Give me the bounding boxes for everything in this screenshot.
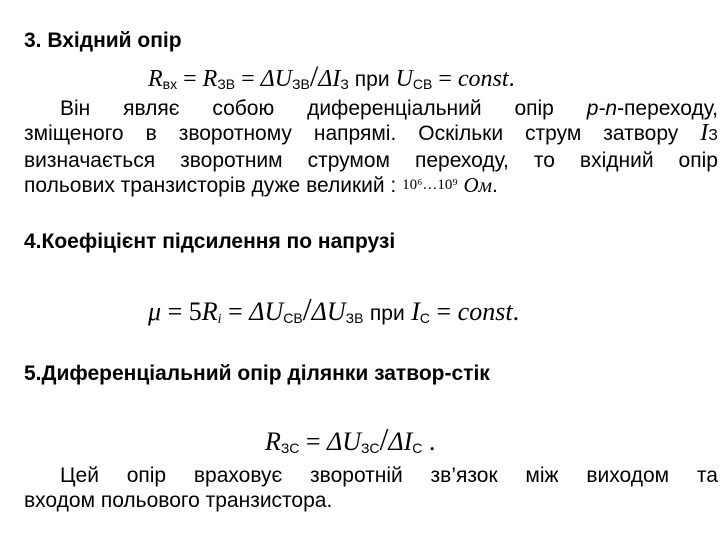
- section-5-paragraph: [24, 463, 718, 513]
- paragraph-line: Цей опір враховує зворотній зв’язок між виходом та: [60, 464, 718, 487]
- input-resistance-formula: $R_{вх} = R_{ЗВ} = \Delta U_{ЗВ}/\Delta I_З$ при $U_{СВ}$ = const.: [148, 60, 515, 93]
- paragraph-line: Він являє собою диференціальний опір p-n-переходу,: [60, 97, 718, 120]
- paragraph-line: входом польового транзистора.: [24, 489, 333, 512]
- section-3-paragraph: [24, 96, 718, 198]
- voltage-gain-formula: $\mu = 5R_i = \Delta U_{СВ}/\Delta U_{ЗВ}$ при $I_С$ = const.: [148, 291, 520, 327]
- gate-drain-resistance-formula: $R_{ЗС} = \Delta U_{ЗС}/\Delta I_С$ .: [265, 421, 436, 457]
- paragraph-line: визначається зворотним струмом переходу, то вхідний опір: [24, 149, 718, 172]
- paragraph-line: зміщеного в зворотному напрямі. Оскільки струм затвору IЗ: [24, 120, 718, 146]
- paragraph-line: польових транзисторів дуже великий : 10⁶…10⁹ Ом .: [24, 173, 498, 197]
- section-5-heading: 5.Диференціальний опір ділянки затвор-стік: [24, 362, 490, 385]
- section-3-heading: 3. Вхідний опір: [24, 29, 182, 52]
- section-4-heading: 4.Коефіцієнт підсилення по напрузі: [24, 230, 396, 253]
